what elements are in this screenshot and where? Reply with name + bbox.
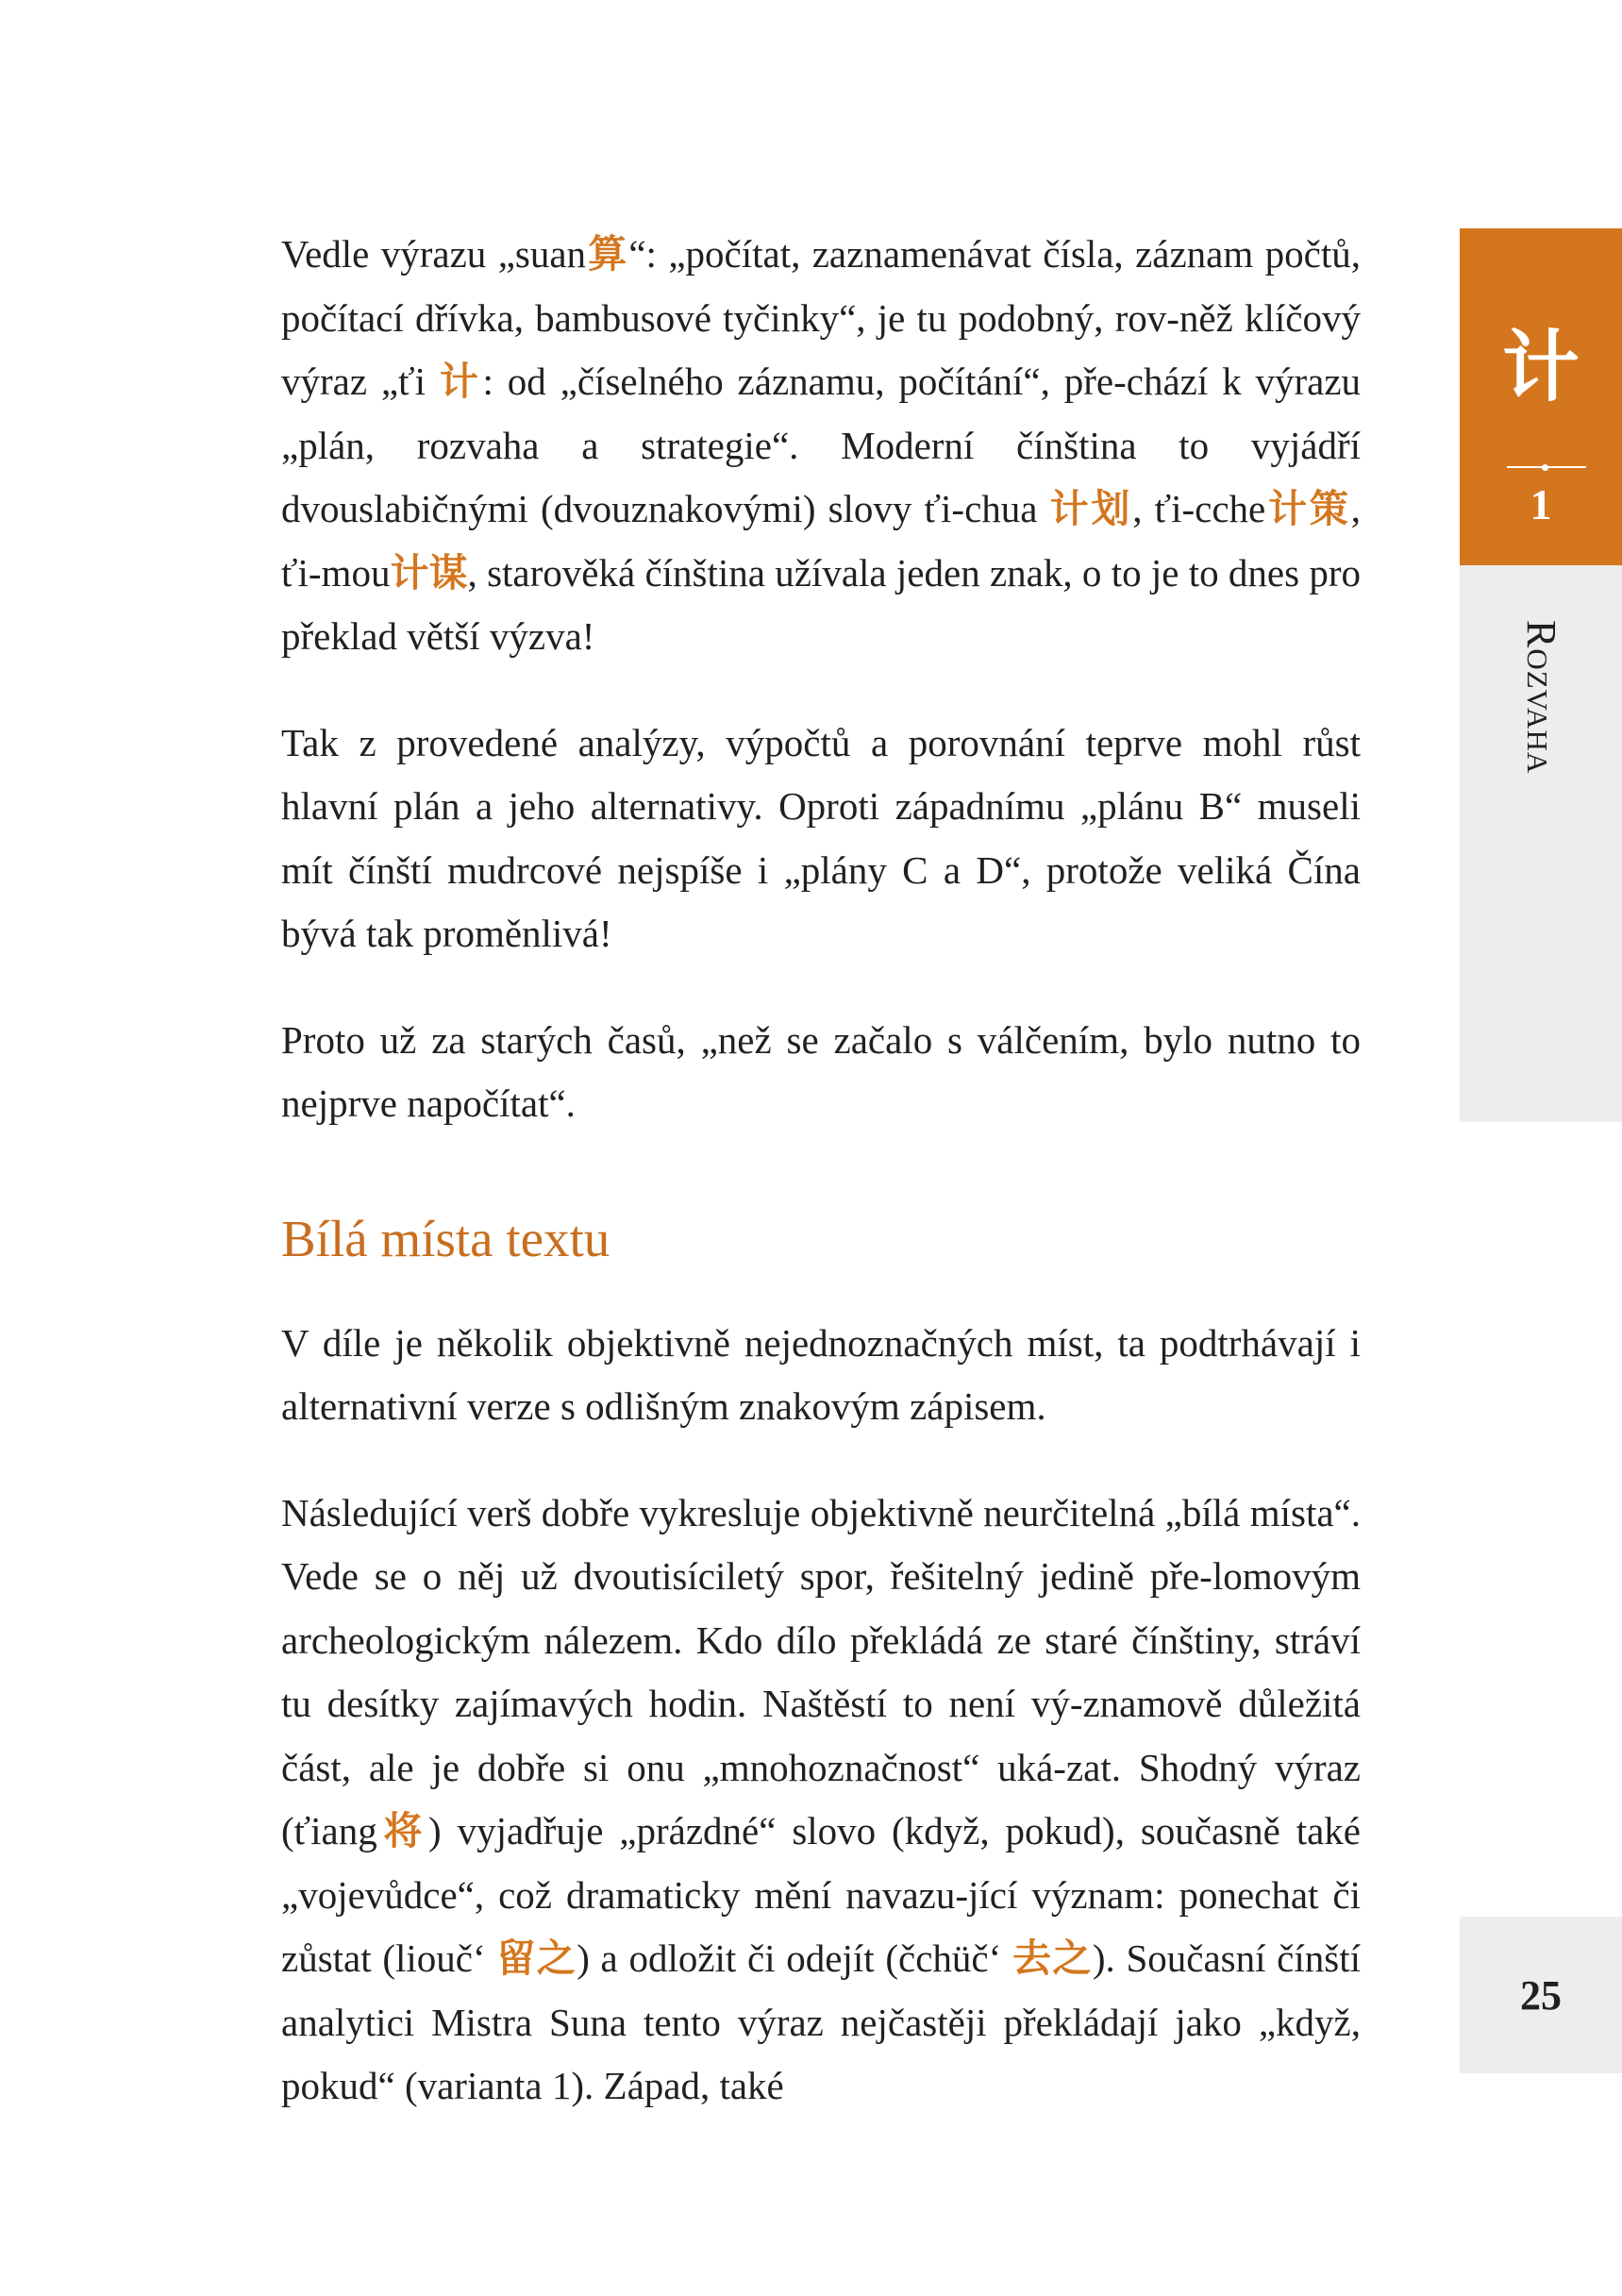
chinese-char-suan: 算 bbox=[586, 231, 629, 277]
section-heading: Bílá místa textu bbox=[281, 1209, 610, 1267]
paragraph-2: Tak z provedené analýzy, výpočtů a porovnání teprve mohl růst hlavní plán a jeho alternativy. Oproti západnímu „plánu B“ museli mít čínští mudrcové nejspíše i „plány C a D“, protože veliká Čína bývá tak proměnlivá! bbox=[281, 720, 1361, 955]
chapter-character: 计 bbox=[1501, 323, 1580, 412]
text-run: , ťi-cche bbox=[1132, 487, 1266, 530]
chinese-char-ti: 计 bbox=[439, 359, 483, 404]
text-run: Vedle výrazu „suan bbox=[281, 232, 587, 276]
text-run: ) a odložit či odejít (čchüč‘ bbox=[577, 1936, 1012, 1980]
chinese-word-timou: 计谋 bbox=[390, 549, 468, 595]
text-run: “: „počítat, zaznamenávat čísla, záznam počtů, počítací dřívka, bambusové tyčinky“, je tu podobný, rov-něž klíčový výraz „ťi bbox=[281, 232, 1361, 403]
chinese-char-tiang: 将 bbox=[376, 1808, 429, 1853]
text-run: Následující verš dobře vykresluje objektivně neurčitelná „bílá místa“. Vede se o něj už dvoutisíciletý spor, řešitelný jedině pře-lomovým archeologickým nálezem. Kdo dílo překládá ze staré čínštiny, stráví tu desítky zajímavých hodin. Naštěstí to není vý-znamově důležitá část, ale je dobře si onu „mnohoznačnost“ uká-zat. Shodný výraz (ťiang bbox=[281, 1490, 1361, 1852]
chinese-word-ticche: 计策 bbox=[1265, 486, 1351, 531]
page-number-tab bbox=[1460, 1917, 1622, 2073]
chinese-word-liouc: 留之 bbox=[496, 1936, 577, 1981]
chinese-word-tichua: 计划 bbox=[1049, 486, 1133, 531]
chapter-label: Rozvaha bbox=[1518, 620, 1564, 775]
main-text-column bbox=[281, 223, 1361, 2119]
text-run: , starověká čínština užívala jeden znak, o to je to dnes pro překlad větší výzva! bbox=[281, 550, 1361, 658]
paragraph-3: Proto už za starých časů, „než se začalo s válčením, bylo nutno to nejprve napočítat“. bbox=[281, 1017, 1361, 1125]
paragraph-1 bbox=[281, 223, 1361, 669]
chapter-label-tab bbox=[1460, 565, 1622, 1122]
chapter-divider-dot bbox=[1542, 464, 1548, 471]
paragraph-4: V díle je několik objektivně nejednoznačných míst, ta podtrhávají i alternativní verze s odlišným znakovým zápisem. bbox=[281, 1320, 1361, 1428]
chapter-tab bbox=[1460, 228, 1622, 565]
chapter-number: 1 bbox=[1530, 480, 1552, 528]
text-run: ). Současní čínští analytici Mistra Suna tento výraz nejčastěji překládají jako „když, pokud“ (varianta 1). Západ, také bbox=[281, 1936, 1362, 2107]
paragraph-5 bbox=[281, 1482, 1361, 2119]
text-run: ) vyjadřuje „prázdné“ slovo (když, pokud), současně také „vojevůdce“, což dramaticky mění navazu-jící význam: ponechat či zůstat (liouč‘ bbox=[281, 1809, 1362, 1980]
page-number: 25 bbox=[1520, 1971, 1562, 2019]
text-run: , ťi-mou bbox=[281, 487, 1362, 595]
text-run: : od „číselného záznamu, počítání“, pře-chází k výrazu „plán, rozvaha a strategie“. Moderní čínština to vyjádří dvouslabičnými (dvouznakovými) slovy ťi-chua bbox=[281, 360, 1362, 530]
chinese-word-cchuc: 去之 bbox=[1012, 1936, 1093, 1981]
